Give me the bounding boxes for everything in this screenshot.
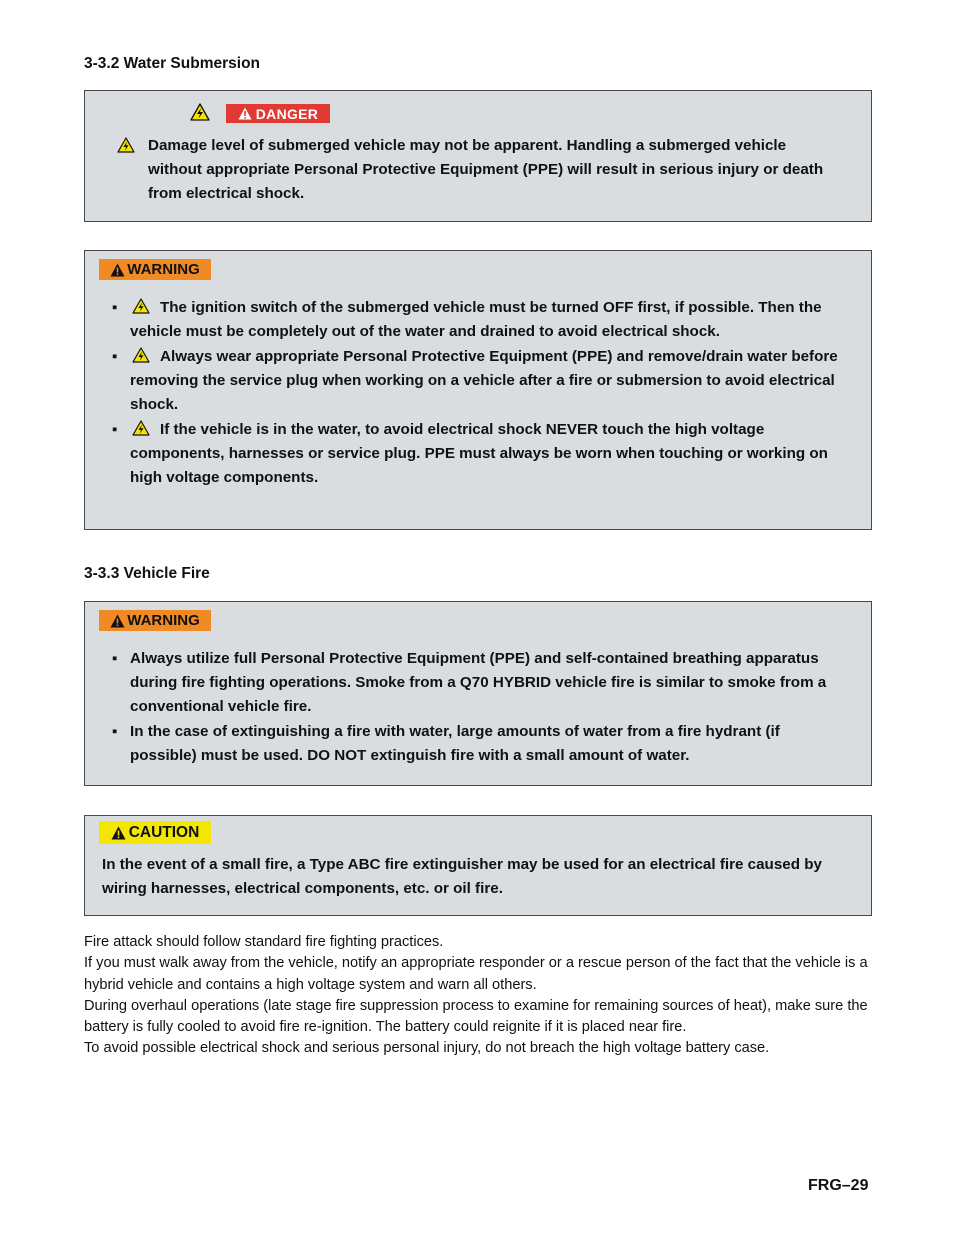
warning-list-fire (100, 647, 843, 769)
danger-box (84, 90, 872, 222)
high-voltage-triangle-icon (132, 347, 150, 363)
warning-label (99, 610, 211, 631)
list-item: ▪ In the case of extinguishing a fire with water, large amounts of water from a fire hydrant (if possible) must be used. DO NOT extinguish fire with a small amount of water. (112, 723, 780, 764)
warning-item-text: The ignition switch of the submerged vehicle must be turned OFF first, if possible. Then the vehicle must be completely out of the water and drained to avoid electrical shock. (130, 299, 822, 340)
body-paragraph: To avoid possible electrical shock and serious personal injury, do not breach the high voltage battery case. (84, 1040, 770, 1057)
warning-item-text: Always utilize full Personal Protective Equipment (PPE) and self-contained breathing apparatus during fire fighting operations. Smoke from a Q70 HYBRID vehicle fire is similar to smoke from a conventional vehicle fire. (130, 650, 827, 715)
warning-label-text: WARNING (127, 612, 200, 629)
section-heading-vehicle-fire: 3-3.3 Vehicle Fire (84, 565, 210, 582)
high-voltage-triangle-icon (132, 420, 150, 436)
warning-item-text: Always wear appropriate Personal Protective Equipment (PPE) and remove/drain water before removing the service plug when working on a vehicle after a fire or submersion to avoid electrical shock. (130, 348, 838, 413)
warning-box-submersion (84, 250, 872, 530)
high-voltage-triangle-icon (132, 298, 150, 314)
danger-label-text: DANGER (255, 105, 319, 122)
alert-triangle-icon (110, 614, 125, 628)
list-item: ▪ If the vehicle is in the water, to avoid electrical shock NEVER touch the high voltage components, harnesses or service plug. PPE must always be worn when touching or working on high voltage components. (112, 421, 828, 486)
danger-text-wrap (102, 134, 841, 206)
alert-triangle-icon (110, 263, 125, 277)
list-item: ▪ Always wear appropriate Personal Protective Equipment (PPE) and remove/drain water before removing the service plug when working on a vehicle after a fire or submersion to avoid electrical shock. (112, 348, 838, 413)
caution-label (99, 821, 211, 844)
body-paragraph: If you must walk away from the vehicle, notify an appropriate responder or a rescue person of the fact that the vehicle is a hybrid vehicle and contains a high voltage system and warn all others. (84, 955, 868, 993)
danger-label (226, 104, 330, 123)
body-text (84, 932, 884, 1060)
alert-triangle-icon (111, 826, 126, 840)
caution-text: In the event of a small fire, a Type ABC fire extinguisher may be used for an electrical fire caused by wiring harnesses, electrical components, etc. or oil fire. (102, 856, 822, 897)
high-voltage-triangle-icon (190, 103, 210, 121)
section-heading-water-submersion: 3-3.2 Water Submersion (84, 55, 261, 72)
caution-box (84, 815, 872, 916)
high-voltage-triangle-icon (117, 137, 135, 153)
warning-label-text: WARNING (127, 261, 200, 278)
body-paragraph: Fire attack should follow standard fire fighting practices. (84, 934, 444, 950)
warning-list-submersion (100, 296, 841, 491)
warning-label (99, 259, 211, 280)
danger-text: Damage level of submerged vehicle may not be apparent. Handling a submerged vehicle without appropriate Personal Protective Equipment (PPE) will result in serious injury or death from electrical shock. (148, 137, 824, 202)
list-item: ▪ Always utilize full Personal Protective Equipment (PPE) and self-contained breathing apparatus during fire fighting operations. Smoke from a Q70 HYBRID vehicle fire is similar to smoke from a conventional vehicle fire. (112, 650, 827, 715)
body-paragraph: During overhaul operations (late stage fire suppression process to examine for remaining sources of heat), make sure the battery is fully cooled to avoid fire re-ignition. The battery could reignite if it is placed near fire. (84, 997, 868, 1036)
alert-triangle-icon (238, 107, 252, 120)
warning-item-text: In the case of extinguishing a fire with water, large amounts of water from a fire hydrant (if possible) must be used. DO NOT extinguish fire with a small amount of water. (130, 723, 780, 764)
page-number: FRG–29 (808, 1177, 869, 1194)
caution-label-text: CAUTION (128, 823, 200, 841)
warning-box-fire (84, 601, 872, 786)
list-item: ▪ The ignition switch of the submerged vehicle must be turned OFF first, if possible. Then the vehicle must be completely out of the water and drained to avoid electrical shock. (112, 299, 822, 340)
warning-item-text: If the vehicle is in the water, to avoid electrical shock NEVER touch the high voltage components, harnesses or service plug. PPE must always be worn when touching or working on high voltage components. (130, 421, 828, 486)
